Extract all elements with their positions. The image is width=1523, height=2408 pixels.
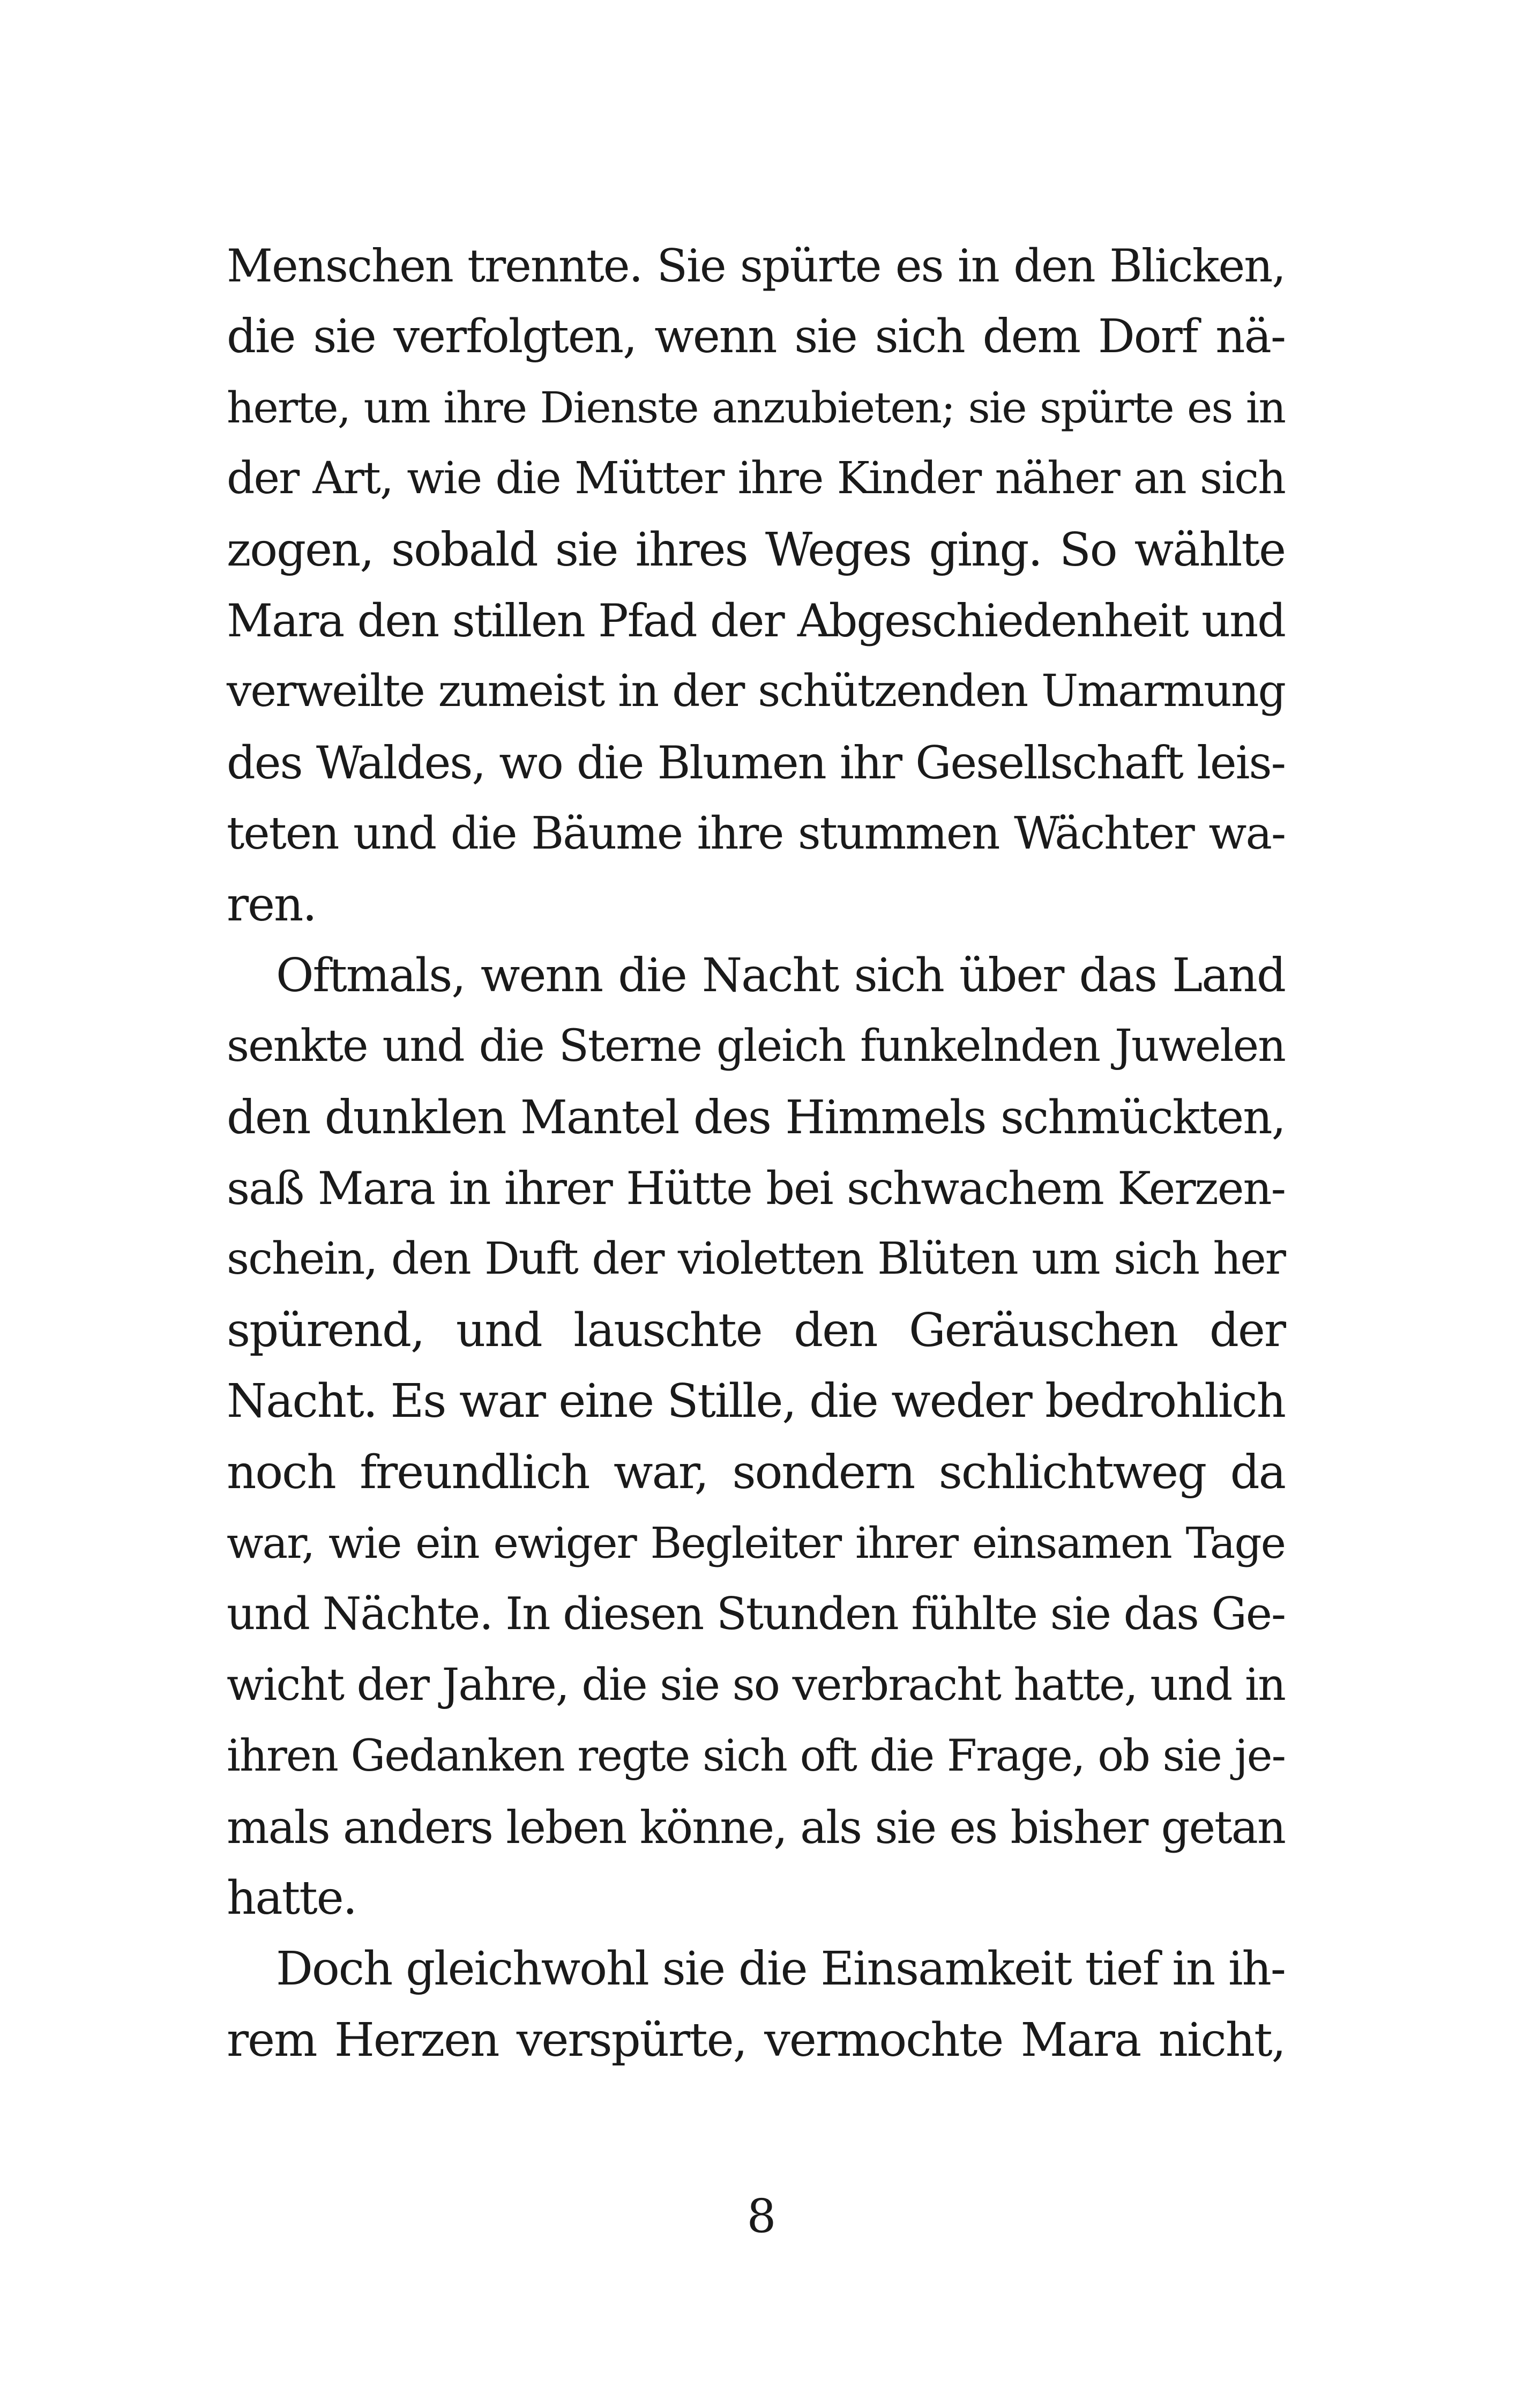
text-line: ren. (227, 878, 316, 932)
text-line: schein, den Duft der violetten Blüten um sich her (227, 1233, 1285, 1285)
text-line: herte, um ihre Dienste anzubieten; sie spürte es in (227, 382, 1285, 433)
text-line: verweilte zumeist in der schützenden Umarmung (227, 666, 1285, 717)
text-line: noch freundlich war, sondern schlichtweg da (227, 1445, 1285, 1499)
paragraph-first-line: Oftmals, wenn die Nacht sich über das Land (276, 948, 1285, 1002)
text-line: die sie verfolgten, wenn sie sich dem Dorf nä- (227, 310, 1285, 364)
text-line: war, wie ein ewiger Begleiter ihrer einsamen Tage (227, 1518, 1285, 1569)
text-line: teten und die Bäume ihre stummen Wächter wa- (227, 807, 1285, 860)
paragraph-first-line: Doch gleichwohl sie die Einsamkeit tief in ih- (276, 1942, 1285, 1996)
text-line: des Waldes, wo die Blumen ihr Gesellschaft leis- (227, 736, 1285, 789)
text-line: Mara den stillen Pfad der Abgeschiedenheit und (227, 594, 1285, 647)
body-text (227, 231, 1285, 2076)
text-line: den dunklen Mantel des Himmels schmückten, (227, 1090, 1285, 1144)
text-line: spürend, und lauschte den Geräuschen der (227, 1303, 1285, 1357)
text-line: hatte. (227, 1871, 357, 1925)
text-line: saß Mara in ihrer Hütte bei schwachem Kerzen- (227, 1162, 1285, 1215)
page-number: 8 (746, 2190, 777, 2243)
text-line: Menschen trennte. Sie spürte es in den Blicken, (227, 240, 1285, 292)
text-line: mals anders leben könne, als sie es bisher getan (227, 1801, 1285, 1854)
text-line: senkte und die Sterne gleich funkelnden Juwelen (227, 1021, 1285, 1072)
text-line: der Art, wie die Mütter ihre Kinder näher an sich (227, 453, 1285, 504)
text-line: zogen, sobald sie ihres Weges ging. So wählte (227, 523, 1285, 577)
text-line: ihren Gedanken regte sich oft die Frage, ob sie je- (227, 1731, 1285, 1782)
text-line: rem Herzen verspürte, vermochte Mara nicht, (227, 2013, 1285, 2067)
text-line: und Nächte. In diesen Stunden fühlte sie das Ge- (227, 1588, 1285, 1640)
text-line: wicht der Jahre, die sie so verbracht hatte, und in (227, 1659, 1285, 1711)
text-line: Nacht. Es war eine Stille, die weder bedrohlich (227, 1374, 1285, 1429)
